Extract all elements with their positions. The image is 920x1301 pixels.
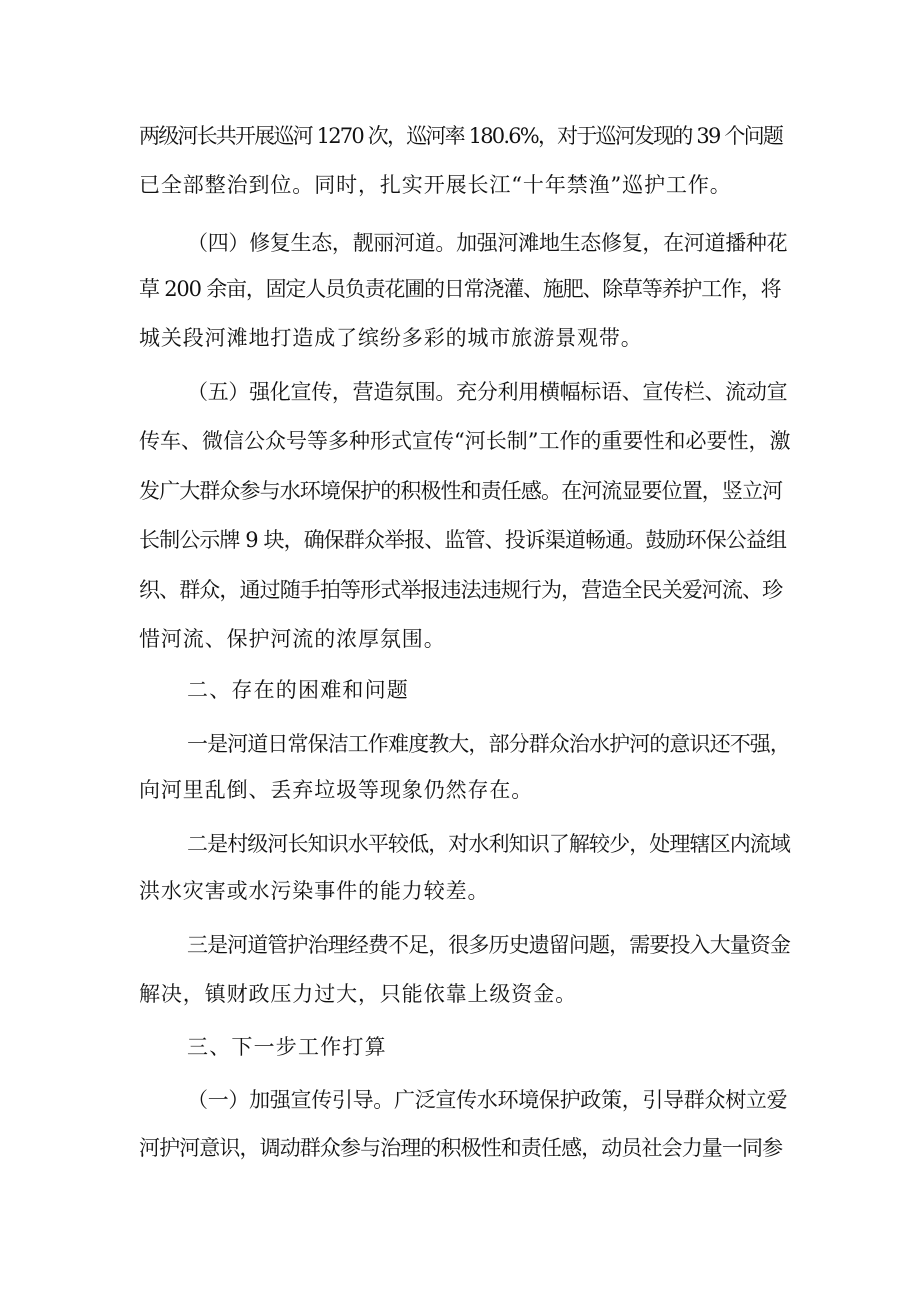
text-line: （四）修复生态，靓丽河道。加强河滩地生态修复，在河道播种花 xyxy=(187,231,788,255)
text-line: 三是河道管护治理经费不足，很多历史遗留问题，需要投入大量资金 xyxy=(187,933,790,957)
text-line: （一）加强宣传引导。广泛宣传水环境保护政策，引导群众树立爱 xyxy=(187,1088,788,1112)
text-line: 河护河意识，调动群众参与治理的积极性和责任感，动员社会力量一同参 xyxy=(139,1136,783,1160)
text-line: 向河里乱倒、丢弃垃圾等现象仍然存在。 xyxy=(139,778,534,802)
text-line: 已全部整治到位。同时，扎实开展长江“十年禁渔”巡护工作。 xyxy=(139,173,732,197)
text-line: 二是村级河长知识水平较低，对水利知识了解较少，处理辖区内流域 xyxy=(187,832,790,856)
section-heading: 二、存在的困难和问题 xyxy=(187,678,409,702)
text-line: 解决，镇财政压力过大，只能依靠上级资金。 xyxy=(139,982,577,1006)
text-line: 草 200 余亩，固定人员负责花圃的日常浇灌、施肥、除草等养护工作，将 xyxy=(139,277,781,301)
text-line: 发广大群众参与水环境保护的积极性和责任感。在河流显要位置，竖立河 xyxy=(139,479,783,503)
text-line: 城关段河滩地打造成了缤纷多彩的城市旅游景观带。 xyxy=(139,326,643,350)
text-line: 传车、微信公众号等多种形式宣传“河长制”工作的重要性和必要性，激 xyxy=(139,429,791,453)
text-line: （五）强化宣传，营造氛围。充分利用横幅标语、宣传栏、流动宣 xyxy=(187,380,788,404)
text-line: 洪水灾害或水污染事件的能力较差。 xyxy=(139,879,490,903)
text-line: 两级河长共开展巡河 1270 次，巡河率 180.6%，对于巡河发现的 39 个问题 xyxy=(139,124,783,148)
text-line: 一是河道日常保洁工作难度教大，部分群众治水护河的意识还不强， xyxy=(187,732,790,756)
text-line: 织、群众，通过随手拍等形式举报违法违规行为，营造全民关爱河流、珍 xyxy=(139,578,783,602)
section-heading: 三、下一步工作打算 xyxy=(187,1035,387,1059)
text-line: 惜河流、保护河流的浓厚氛围。 xyxy=(139,627,446,651)
text-line: 长制公示牌 9 块，确保群众举报、监管、投诉渠道畅通。鼓励环保公益组 xyxy=(139,528,787,552)
